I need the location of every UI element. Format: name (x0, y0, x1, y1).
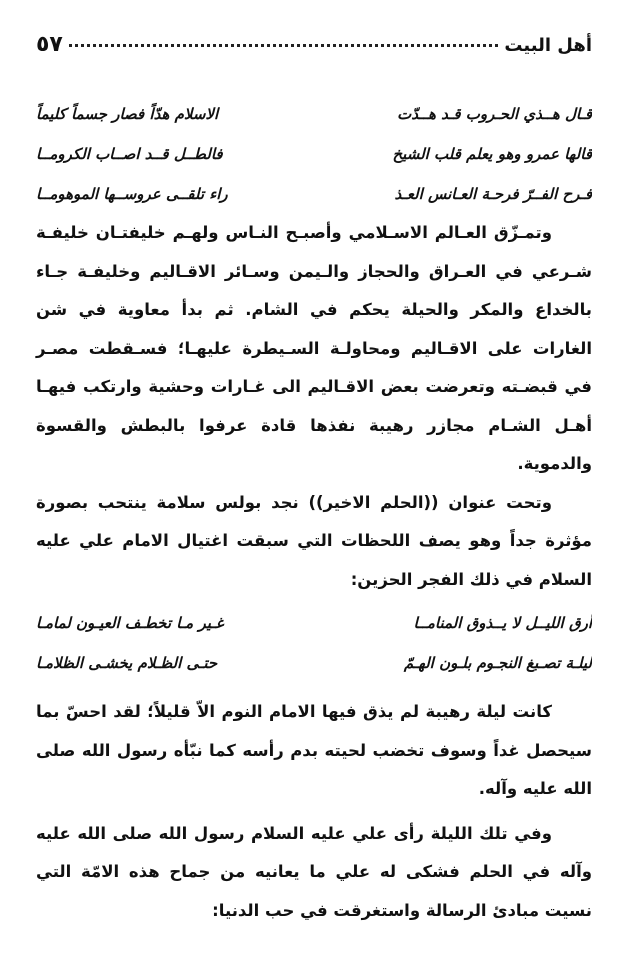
verse-line (36, 174, 592, 214)
body-paragraph (36, 693, 592, 809)
page-header (36, 32, 592, 68)
verse-second-hemistich: الاسلام هدّاً فصار جسماً كليماً (36, 105, 219, 123)
body-paragraph (36, 815, 592, 931)
verse-second-hemistich: راء تلقــى عروســها الموهومــا (36, 185, 228, 203)
verse-line (36, 134, 592, 174)
paragraph-text: وتمـزّق العـالم الاسـلامي وأصبـح النـاس ولهـم خليفتـان خليفـة شـرعي في العـراق والحجاز والـيمن وسـائر الاقـاليم وخليفـة جـاء بالخداع والمكر والحيلة يحكم في الشام. ثم بدأ معاوية في شن الغارات على الاقـاليم ومحاولـة السـيطرة عليهـا؛ فسـقطت مصـر في قبضـته وتعرضت بعض الاقـاليم الى غـارات وحشية وارتكب فيهـا أهـل الشـام مجازر رهيبة نفذها قادة عرفوا بالبطش والقسوة والدموية. (36, 223, 592, 473)
verse-first-hemistich: قـال هــذي الحـروب قـد هــدّت (397, 105, 592, 123)
verse-first-hemistich: ليلـة تصـبغ النجـوم بلـون الهـمّ (403, 654, 592, 672)
running-title: أهل البيت (504, 35, 592, 56)
verse-second-hemistich: حتـى الظـلام يخشـى الظلامـا (36, 654, 218, 672)
verse-line (36, 603, 592, 643)
verse-line (36, 643, 592, 683)
page-number: ٥٧ (36, 32, 63, 57)
verse-first-hemistich: أرق الليــل لا يــذوق المنامــا (413, 614, 592, 632)
paragraph-text: كانت ليلة رهيبة لم يذق فيها الامام النوم الاّ قليلاً؛ لقد احسّ بما سيحصل غداً وسوف تخضب لحيته بدم رأسه كما نبّأه رسول الله صلى الله عليه وآله. (36, 702, 592, 798)
paragraph-text: وتحت عنوان ((الحلم الاخير)) نجد بولس سلامة ينتحب بصورة مؤثرة جداً وهو يصف اللحظات التي سبقت اغتيال الامام علي عليه السلام في ذلك الفجر الحزين: (36, 492, 592, 589)
verse-first-hemistich: قالها عمرو وهو يعلم قلب الشيخ (392, 145, 592, 163)
dot-leader (69, 44, 498, 47)
poem-1 (36, 94, 592, 214)
body-paragraph (36, 214, 592, 484)
body-paragraph (36, 484, 592, 600)
verse-first-hemistich: فـرح الفــرّ فرحـة العـانس العـذ (394, 185, 592, 203)
verse-second-hemistich: فالطــل قــد اصــاب الكرومــا (36, 145, 223, 163)
poem-2 (36, 603, 592, 683)
verse-second-hemistich: غـير مـا تخطـف العيـون لمامـا (36, 614, 224, 632)
verse-line (36, 94, 592, 134)
paragraph-text: وفي تلك الليلة رأى علي عليه السلام رسول الله صلى الله عليه وآله في الحلم فشكى له علي ما يعانيه من جماح هذه الامّة التي نسيت مبادئ الرسالة واستغرقت في حب الدنيا: (36, 823, 592, 920)
